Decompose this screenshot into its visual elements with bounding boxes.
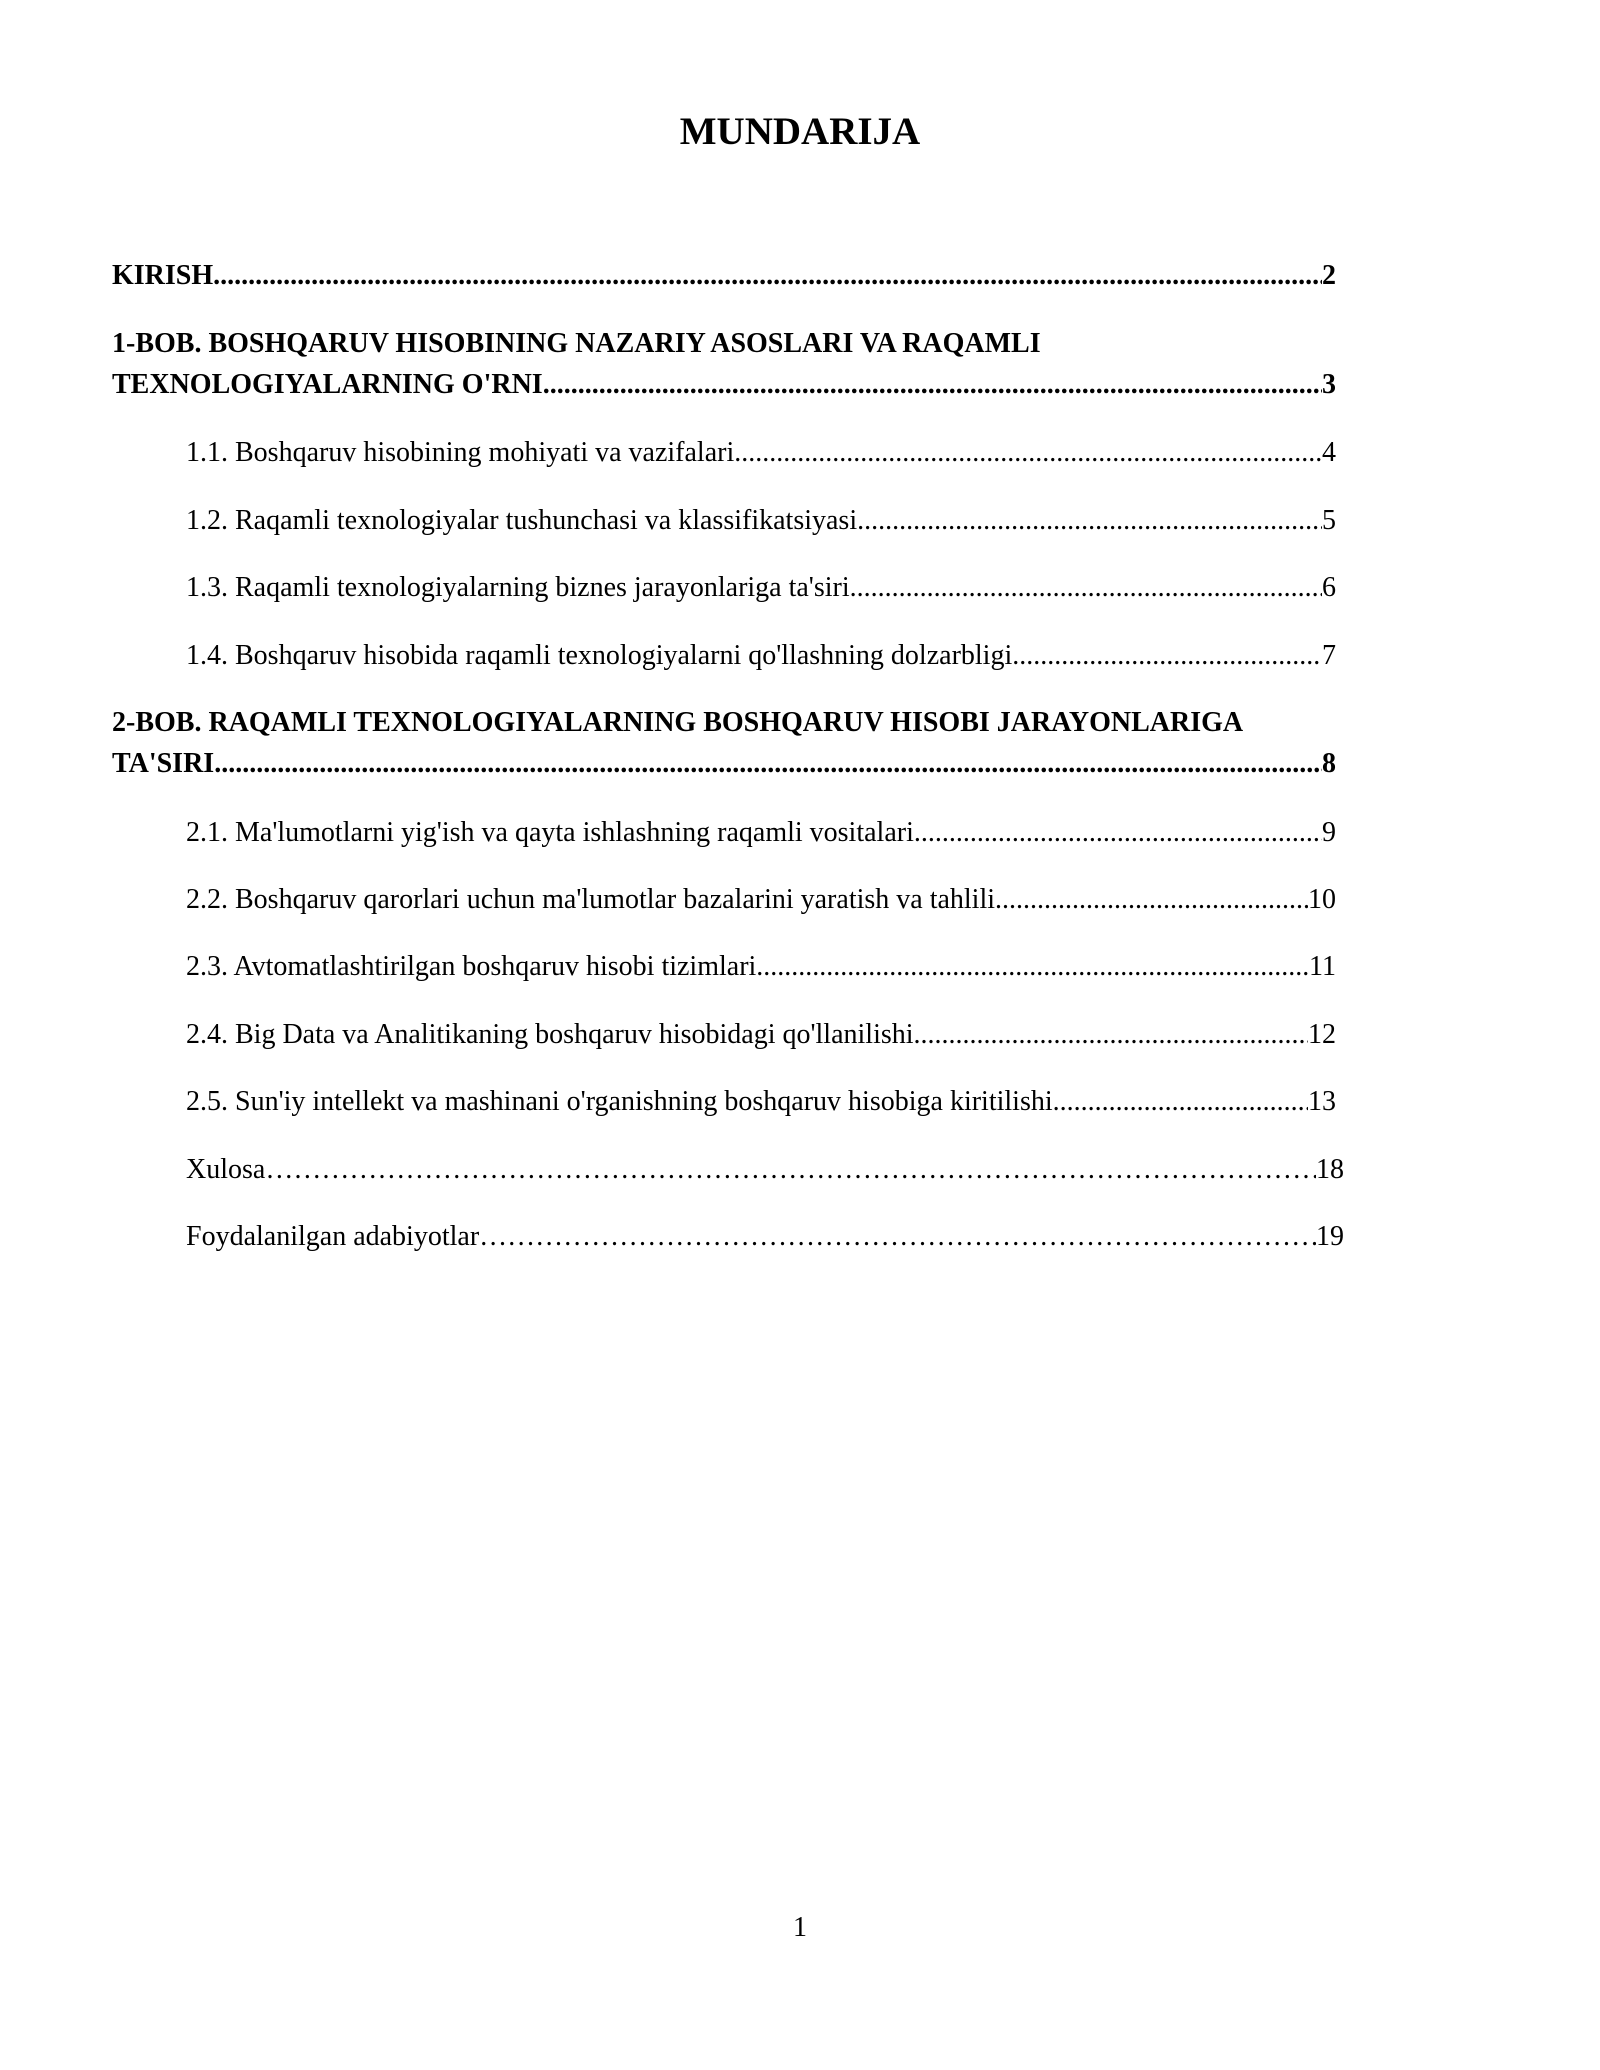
toc-entry-page: 8 (1322, 748, 1336, 779)
toc-entry-page: 5 (1322, 505, 1336, 536)
toc-entry-conclusion[interactable] (186, 1149, 1344, 1190)
dot-leader (914, 1014, 1308, 1055)
toc-entry-page: 2 (1322, 260, 1336, 291)
toc-entry-label: 1-BOB. BOSHQARUV HISOBINING NAZARIY ASOSLARI VA RAQAMLI (112, 328, 1041, 359)
dot-leader (734, 432, 1322, 473)
toc-entry-label: 1.1. Boshqaruv hisobining mohiyati va vazifalari (186, 437, 735, 468)
toc-entry-page: 10 (1308, 884, 1336, 915)
toc-entry-section-1-2[interactable] (186, 500, 1336, 541)
toc-entry-label: 1.2. Raqamli texnologiyalar tushunchasi va klassifikatsiyasi (186, 505, 858, 536)
toc-entry-label: 2-BOB. RAQAMLI TEXNOLOGIYALARNING BOSHQARUV HISOBI JARAYONLARIGA (112, 707, 1244, 738)
toc-entry-introduction[interactable] (112, 255, 1336, 296)
dot-leader (214, 743, 1322, 784)
dot-leader (1012, 635, 1322, 676)
toc-entry-page: 11 (1309, 951, 1336, 982)
toc-entry-label-continued: TA'SIRI (112, 748, 215, 779)
toc-entry-label: 1.4. Boshqaruv hisobida raqamli texnologiyalarni qo'llashning dolzarbligi (186, 640, 1013, 671)
toc-entry-page: 9 (1322, 817, 1336, 848)
dot-leader (265, 1149, 1316, 1190)
dot-leader (914, 812, 1322, 853)
toc-entry-chapter-1[interactable] (112, 323, 1336, 405)
dot-leader (850, 567, 1322, 608)
toc-entry-section-2-2[interactable] (186, 879, 1336, 920)
toc-entry-page: 7 (1322, 640, 1336, 671)
toc-entry-section-2-4[interactable] (186, 1014, 1336, 1055)
dot-leader (543, 364, 1322, 405)
toc-entry-label: 2.1. Ma'lumotlarni yig'ish va qayta ishlashning raqamli vositalari (186, 817, 914, 848)
dot-leader (857, 500, 1322, 541)
toc-entry-label: 1.3. Raqamli texnologiyalarning biznes jarayonlariga ta'siri (186, 572, 850, 603)
dot-leader (756, 946, 1309, 987)
toc-entry-label: 2.2. Boshqaruv qarorlari uchun ma'lumotlar bazalarini yaratish va tahlili (186, 884, 996, 915)
toc-entry-label: 2.3. Avtomatlashtirilgan boshqaruv hisobi tizimlari (186, 951, 757, 982)
toc-entry-label: Xulosa (186, 1154, 266, 1185)
toc-entry-page: 4 (1322, 437, 1336, 468)
toc-entry-label: KIRISH (112, 260, 214, 291)
toc-entry-section-2-3[interactable] (186, 946, 1336, 987)
toc-entry-page: 19 (1316, 1221, 1344, 1252)
toc-entry-page: 18 (1316, 1154, 1344, 1185)
dot-leader (213, 255, 1322, 296)
toc-entry-page: 12 (1308, 1019, 1336, 1050)
toc-entry-section-1-4[interactable] (186, 635, 1336, 676)
dot-leader (1053, 1081, 1308, 1122)
toc-entry-page: 13 (1308, 1086, 1336, 1117)
page-title: MUNDARIJA (679, 110, 921, 153)
toc-entry-section-1-1[interactable] (186, 432, 1336, 473)
toc-entry-label: Foydalanilgan adabiyotlar (186, 1221, 480, 1252)
toc-entry-label: 2.5. Sun'iy intellekt va mashinani o'rganishning boshqaruv hisobiga kiritilishi (186, 1086, 1053, 1117)
page-number: 1 (793, 1912, 807, 1943)
dot-leader (479, 1216, 1316, 1257)
dot-leader (995, 879, 1308, 920)
toc-entry-chapter-2[interactable] (112, 702, 1336, 784)
toc-entry-label-continued: TEXNOLOGIYALARNING O'RNI (112, 369, 543, 400)
toc-entry-references[interactable] (186, 1216, 1344, 1257)
toc-entry-page: 3 (1322, 369, 1336, 400)
toc-entry-section-1-3[interactable] (186, 567, 1336, 608)
toc-entry-label: 2.4. Big Data va Analitikaning boshqaruv hisobidagi qo'llanilishi (186, 1019, 914, 1050)
toc-entry-page: 6 (1322, 572, 1336, 603)
toc-entry-section-2-5[interactable] (186, 1081, 1336, 1122)
toc-entry-section-2-1[interactable] (186, 812, 1336, 853)
